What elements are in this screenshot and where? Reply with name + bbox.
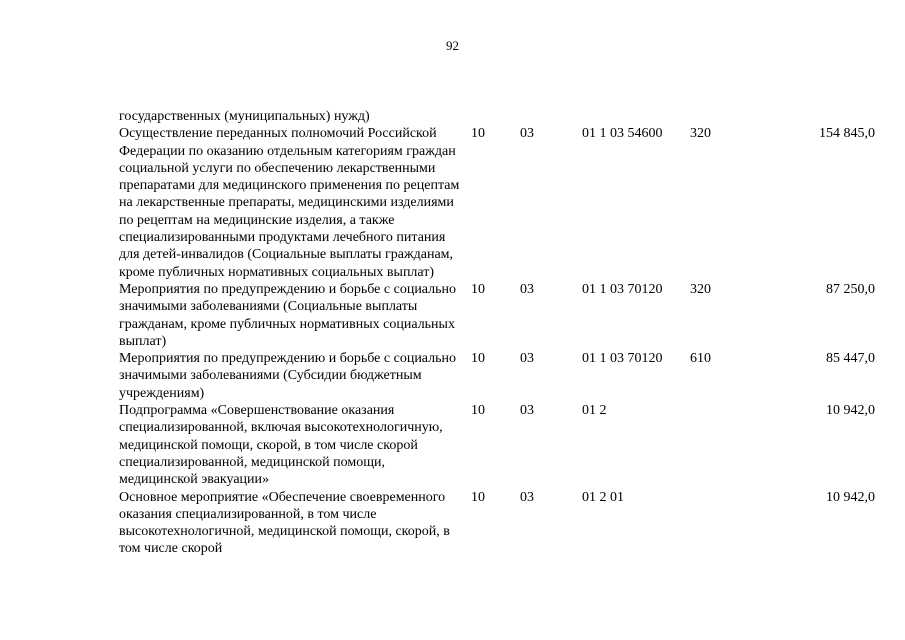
row-subsection-code: 03 — [520, 281, 534, 297]
row-target-code: 01 2 01 — [582, 489, 624, 505]
budget-table — [119, 108, 879, 558]
row-subsection-code: 03 — [520, 351, 534, 367]
row-expense-code: 320 — [690, 126, 711, 142]
row-section-code: 10 — [471, 403, 485, 419]
row-name: государственных (муниципальных) нужд) — [119, 109, 370, 124]
row-section-code: 10 — [471, 489, 485, 505]
row-subsection-code: 03 — [520, 489, 534, 505]
row-amount: 85 447,0 — [826, 351, 875, 367]
row-target-code: 01 1 03 70120 — [582, 281, 663, 297]
row-target-code: 01 1 03 54600 — [582, 126, 663, 142]
row-name: Основное мероприятие «Обеспечение своевременного оказания специализированной, в том числе высокотехнологичной, медицинской помощи, скорой, в том числе скорой — [119, 489, 450, 557]
table-row — [119, 350, 879, 402]
row-expense-code: 610 — [690, 351, 711, 367]
page-number: 92 — [446, 38, 459, 53]
table-row — [119, 125, 879, 281]
row-amount: 10 942,0 — [826, 403, 875, 419]
table-row — [119, 489, 879, 558]
row-amount: 154 845,0 — [819, 126, 875, 142]
row-subsection-code: 03 — [520, 403, 534, 419]
table-row — [119, 402, 879, 488]
row-expense-code: 320 — [690, 281, 711, 297]
row-section-code: 10 — [471, 351, 485, 367]
row-name: Подпрограмма «Совершенствование оказания специализированной, включая высокотехнологичную, медицинской помощи, скорой, в том числе скорой специализированной, медицинской помощи, медицинской эвакуации» — [119, 403, 443, 488]
row-section-code: 10 — [471, 281, 485, 297]
row-name: Мероприятия по предупреждению и борьбе с социально значимыми заболеваниями (Субсидии бюджетным учреждениям) — [119, 351, 457, 401]
row-subsection-code: 03 — [520, 126, 534, 142]
row-name: Осуществление переданных полномочий Российской Федерации по оказанию отдельным категориям граждан социальной услуги по обеспечению лекарственными препаратами для медицинского применения по рецептам на лекарственные препараты, медицинскими изделиями по рецептам на медицинские изделия, а также специализированными продуктами лечебного питания для детей-инвалидов (Социальные выплаты гражданам, кроме публичных нормативных социальных выплат) — [119, 126, 460, 280]
row-target-code: 01 1 03 70120 — [582, 351, 663, 367]
row-amount: 10 942,0 — [826, 489, 875, 505]
row-target-code: 01 2 — [582, 403, 607, 419]
table-row — [119, 108, 879, 125]
row-section-code: 10 — [471, 126, 485, 142]
row-name: Мероприятия по предупреждению и борьбе с социально значимыми заболеваниями (Социальные выплаты гражданам, кроме публичных нормативных социальных выплат) — [119, 281, 457, 349]
table-row — [119, 281, 879, 350]
row-amount: 87 250,0 — [826, 281, 875, 297]
